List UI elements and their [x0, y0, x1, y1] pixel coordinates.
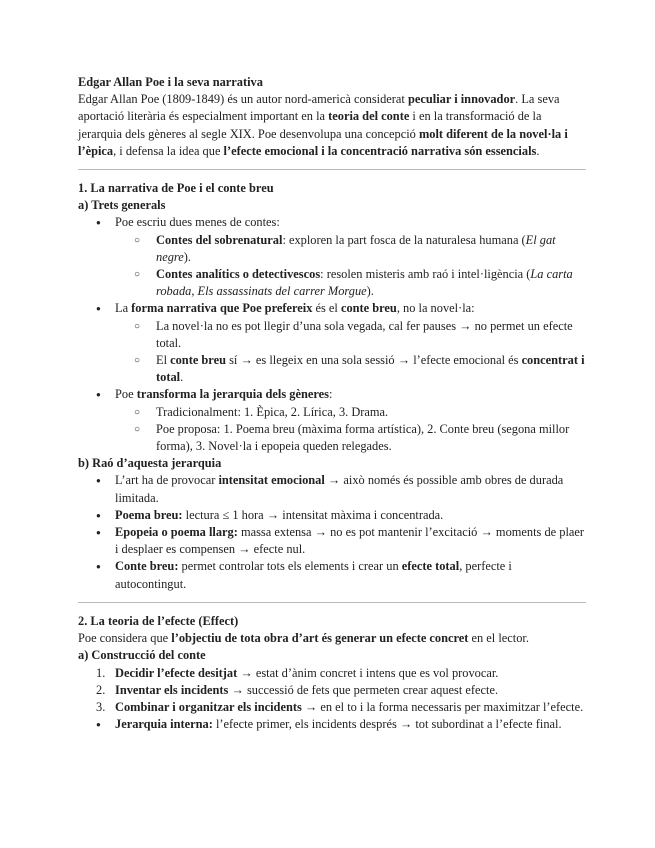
- list-item: [78, 300, 586, 386]
- bold-term: conte breu: [340, 301, 397, 316]
- bold-term: Poema breu:: [115, 507, 183, 522]
- text: és el: [312, 301, 341, 316]
- list-item: [78, 507, 586, 524]
- italic-title: El gat negre: [156, 232, 556, 264]
- sublist-item: [78, 232, 586, 266]
- list-item: [78, 716, 586, 733]
- text: l’efecte primer, els incidents després → tot subordinat a l’efecte final.: [212, 717, 562, 732]
- text: → successió de fets que permeten crear aquest efecte.: [228, 682, 499, 697]
- text: La: [115, 301, 132, 316]
- intro-text: Edgar Allan Poe (1809-1849) és un autor nord-americà considerat: [78, 92, 408, 107]
- sublist-item: [78, 266, 586, 300]
- subsection-a-heading: a) Trets generals: [78, 198, 166, 213]
- bold-term: intensitat emocional: [218, 473, 325, 488]
- text: El: [156, 353, 171, 368]
- section-2-paragraph: [78, 630, 586, 647]
- list-item: [78, 558, 586, 592]
- list-item: [78, 524, 586, 558]
- item-number: 2.: [96, 682, 106, 697]
- bold-term: Contes del sobrenatural: [156, 232, 283, 247]
- text: ).: [366, 284, 374, 299]
- bold-term: Conte breu:: [115, 559, 179, 574]
- text: lectura ≤ 1 hora → intensitat màxima i concentrada.: [182, 507, 444, 522]
- text: sí → es llegeix en una sola sessió → l’efecte emocional és: [225, 353, 522, 368]
- sublist: [78, 404, 586, 456]
- bold-term: Inventar els incidents: [115, 682, 229, 697]
- steps-list: [78, 665, 586, 717]
- intro-text: . La seva aportació literària és especialment important en la: [78, 92, 560, 124]
- item-number: 1.: [96, 665, 106, 680]
- text: Poe: [115, 387, 137, 402]
- list-item: [78, 386, 586, 455]
- subsection-a-heading: a) Construcció del conte: [78, 648, 206, 663]
- intro-paragraph: [78, 91, 586, 160]
- reasons-list: [78, 472, 586, 592]
- bold-term: Contes analítics o detectivescos: [156, 267, 321, 282]
- traits-list: [78, 214, 586, 455]
- bold-term: efecte total: [401, 559, 460, 574]
- text: massa extensa → no es pot mantenir l’excitació → moments de plaer i desplaer es compensen → efecte nul.: [115, 525, 585, 557]
- intro-bold: peculiar i innovador: [407, 92, 516, 107]
- text: : resolen misteris amb raó i intel·ligència (: [320, 267, 531, 282]
- sublist-item: [78, 352, 586, 386]
- text: → en el to i la forma necessaris per maximitzar l’efecte.: [301, 699, 584, 714]
- text: ).: [183, 249, 191, 264]
- sublist-item: ○ La novel·la no es pot llegir d’una sola vegada, cal fer pauses → no permet un efecte total.: [78, 318, 586, 352]
- bold-term: transforma la jerarquia dels gèneres: [136, 387, 329, 402]
- text: en el lector.: [468, 631, 529, 646]
- intro-text: .: [536, 143, 540, 158]
- list-item: [78, 472, 586, 506]
- subsection-b-heading: b) Raó d’aquesta jerarquia: [78, 456, 222, 471]
- sublist: [78, 232, 586, 301]
- bold-term: forma narrativa que Poe prefereix: [131, 301, 313, 316]
- section-divider: [78, 169, 586, 170]
- numbered-item: [78, 699, 586, 716]
- numbered-item: [78, 665, 586, 682]
- text: , no la novel·la:: [396, 301, 475, 316]
- sublist: [78, 318, 586, 387]
- intro-bold: molt diferent de la novel·la i l’èpica: [78, 126, 568, 158]
- item-number: 3.: [96, 699, 106, 714]
- intro-bold: teoria del conte: [328, 109, 410, 124]
- intro-text: , i defensa la idea que: [113, 143, 224, 158]
- text: → això només és possible amb obres de durada limitada.: [115, 473, 564, 505]
- text: , perfecte i autocontingut.: [115, 559, 512, 591]
- bold-term: Jerarquia interna:: [115, 717, 213, 732]
- list-item-text: Poe escriu dues menes de contes:: [115, 215, 280, 230]
- text: Poe considera que: [78, 631, 172, 646]
- hierarchy-list: [78, 716, 586, 733]
- text: → estat d’ànim concret i intens que es vol provocar.: [237, 665, 499, 680]
- bold-term: concentrat i total: [156, 353, 585, 385]
- document-page: [78, 74, 586, 733]
- section-2-heading: 2. La teoria de l’efecte (Effect): [78, 613, 239, 628]
- numbered-item: [78, 682, 586, 699]
- italic-title: La carta robada, Els assassinats del carrer Morgue: [156, 267, 573, 299]
- document-title: Edgar Allan Poe i la seva narrativa: [78, 75, 263, 89]
- bold-term: l’objectiu de tota obra d’art és generar un efecte concret: [171, 631, 469, 646]
- intro-text: i en la transformació de la jerarquia dels gèneres al segle XIX. Poe desenvolupa una concepció: [78, 109, 542, 141]
- sublist-item: ○ Tradicionalment: 1. Èpica, 2. Lírica, 3. Drama.: [78, 404, 586, 421]
- intro-bold: l’efecte emocional i la concentració narrativa són essencials: [223, 143, 537, 158]
- text: .: [180, 370, 184, 385]
- text: permet controlar tots els elements i crear un: [178, 559, 402, 574]
- list-item: [78, 214, 586, 300]
- section-1-heading: 1. La narrativa de Poe i el conte breu: [78, 181, 274, 196]
- bold-term: conte breu: [170, 353, 226, 368]
- text: :: [328, 387, 333, 402]
- bold-term: Decidir l’efecte desitjat: [115, 665, 238, 680]
- bold-term: Epopeia o poema llarg:: [115, 525, 238, 540]
- text: L’art ha de provocar: [115, 473, 219, 488]
- text: : exploren la part fosca de la naturalesa humana (: [282, 232, 526, 247]
- bold-term: Combinar i organitzar els incidents: [115, 699, 302, 714]
- sublist-item: ○ Poe proposa: 1. Poema breu (màxima forma artística), 2. Conte breu (segona millor forma), 3. Novel·la i epopeia queden relegades.: [78, 421, 586, 455]
- section-divider: [78, 602, 586, 603]
